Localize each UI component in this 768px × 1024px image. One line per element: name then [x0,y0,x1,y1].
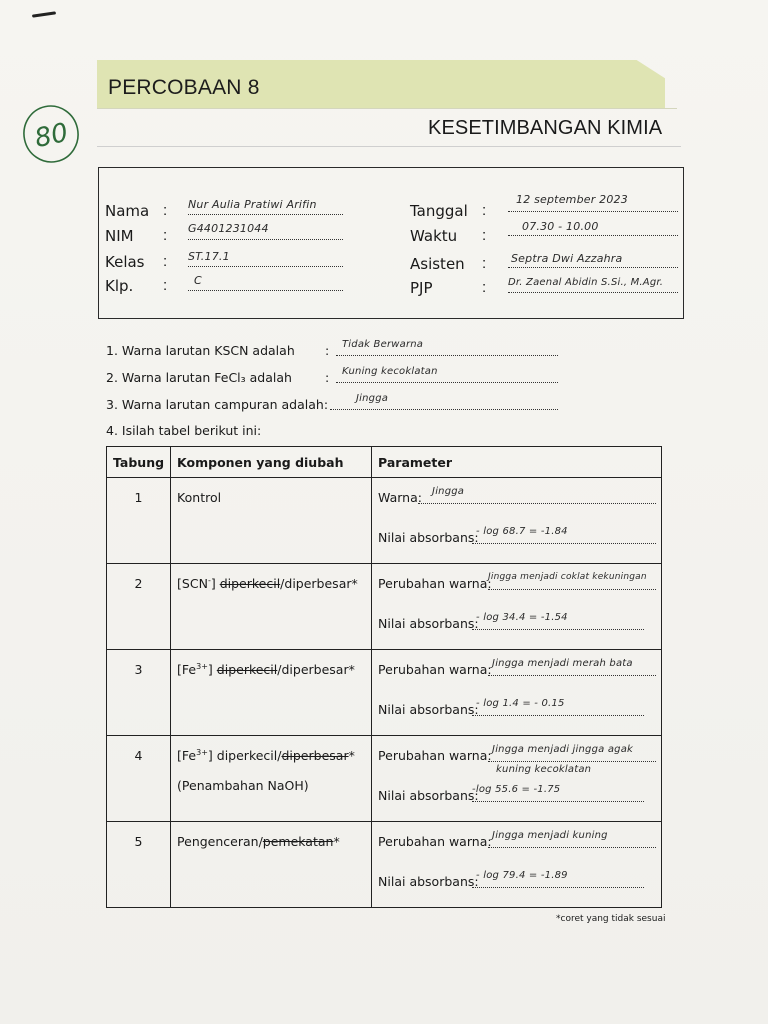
answer-line-2 [336,381,558,383]
param-value: Jingga [432,486,465,497]
param-line [472,714,644,716]
colon: : [482,202,487,219]
tanggal-value: 12 september 2023 [516,193,628,206]
column-header: Komponen yang diubah [171,447,372,478]
param-value: - log 68.7 = -1.84 [476,526,568,537]
nama-value: Nur Aulia Pratiwi Arifin [188,198,317,211]
pjp-value: Dr. Zaenal Abidin S.Si., M.Agr. [508,277,664,288]
component-text: * [348,748,355,764]
klp-label: Klp. [105,277,134,295]
struck-option: diperkecil [219,576,281,592]
answer-line-3 [330,408,558,410]
parameter-cell [372,478,662,564]
nim-label: NIM [105,227,134,245]
param-line [488,760,656,762]
asisten-value: Septra Dwi Azzahra [511,252,623,265]
waktu-value: 07.30 - 10.00 [522,220,599,233]
results-table [106,446,662,908]
table-row [107,650,662,736]
param-value: Jingga menjadi jingga agak [492,744,634,755]
component-cell [171,650,372,736]
param-label: Nilai absorbans: [378,874,479,889]
param-label: Warna: [378,490,422,505]
component-text: ] [210,576,220,592]
param-value-cont: kuning kecoklatan [496,764,592,775]
param-value: - log 79.4 = -1.89 [476,870,568,881]
table-row [107,564,662,650]
component-text: [Fe [177,662,197,678]
parameter-cell [372,736,662,822]
param-line [472,628,644,630]
title-divider [97,146,681,147]
waktu-label: Waktu [410,227,458,245]
component-cell [171,736,372,822]
table-row [107,822,662,908]
experiment-title: PERCOBAAN 8 [108,76,260,99]
param-value: -log 55.6 = -1.75 [472,784,561,795]
param-label: Perubahan warna: [378,576,492,591]
nim-value: G4401231044 [188,222,269,235]
param-label: Perubahan warna: [378,748,492,763]
colon: : [482,227,487,244]
asisten-line [508,266,678,268]
param-label: Perubahan warna: [378,834,492,849]
answer-line-1 [336,354,558,356]
tube-number: 1 [107,478,171,564]
component-text: /diperbesar* [277,662,355,678]
identity-box [98,167,684,319]
param-line [488,674,656,676]
kelas-label: Kelas [105,253,145,271]
answer-1: Tidak Berwarna [342,339,424,350]
component-text: [SCN [177,576,208,592]
footnote: *coret yang tidak sesuai [556,914,666,924]
question-3: 3. Warna larutan campuran adalah: [106,397,329,412]
parameter-cell [372,650,662,736]
param-label: Nilai absorbans: [378,530,479,545]
asisten-label: Asisten [410,255,465,273]
table-row [107,478,662,564]
component-text: * [333,834,340,849]
param-line [472,800,644,802]
param-label: Nilai absorbans: [378,788,479,803]
nim-line [188,238,343,240]
param-label: Nilai absorbans: [378,616,479,631]
colon: : [163,253,168,270]
param-line [488,846,656,848]
struck-option: diperbesar [281,748,349,764]
param-line [418,502,656,504]
kelas-line [188,265,343,267]
grade-score: 80 [32,117,71,155]
column-header: Tabung [107,447,171,478]
colon: : [163,227,168,244]
tube-number: 2 [107,564,171,650]
component-text: Pengenceran/ [177,834,263,849]
parameter-cell [372,822,662,908]
banner-divider [97,108,677,109]
param-value: - log 1.4 = - 0.15 [476,698,565,709]
param-label: Perubahan warna: [378,662,492,677]
param-value: Jingga menjadi kuning [492,830,608,841]
parameter-cell [372,564,662,650]
tube-number: 5 [107,822,171,908]
charge-superscript: - [207,576,211,585]
component-note: (Penambahan NaOH) [177,778,309,794]
param-line [472,886,644,888]
component-cell [171,478,372,564]
answer-3: Jingga [356,393,389,404]
tube-number: 3 [107,650,171,736]
column-header: Parameter [372,447,662,478]
component-text: /diperbesar* [280,576,358,592]
question-4: 4. Isilah tabel berikut ini: [106,423,262,438]
component-text: [Fe [177,748,197,764]
pen-mark [32,11,56,17]
colon: : [325,370,330,385]
waktu-line [508,234,678,236]
pjp-label: PJP [410,279,433,297]
colon: : [482,255,487,272]
struck-option: diperkecil [216,662,278,678]
charge-superscript: 3+ [196,748,208,757]
klp-value: C [194,274,202,287]
component-text: Kontrol [177,490,222,505]
colon: : [482,279,487,296]
grade-circle-icon [20,102,82,166]
page-title: KESETIMBANGAN KIMIA [428,117,663,139]
charge-superscript: 3+ [196,662,208,671]
colon: : [163,202,168,219]
question-1: 1. Warna larutan KSCN adalah [106,343,295,358]
component-cell [171,822,372,908]
tanggal-label: Tanggal [410,202,468,220]
colon: : [163,277,168,294]
param-value: Jingga menjadi coklat kekuningan [488,572,647,582]
param-value: Jingga menjadi merah bata [492,658,633,669]
component-text: ] diperkecil/ [207,748,282,764]
param-label: Nilai absorbans: [378,702,479,717]
tube-number: 4 [107,736,171,822]
table-row [107,736,662,822]
question-2: 2. Warna larutan FeCl₃ adalah [106,370,292,385]
param-value: - log 34.4 = -1.54 [476,612,568,623]
param-line [472,542,656,544]
pjp-line [508,291,678,293]
nama-label: Nama [105,202,150,220]
klp-line [188,289,343,291]
kelas-value: ST.17.1 [188,250,230,263]
answer-2: Kuning kecoklatan [342,366,438,377]
param-line [488,588,656,590]
table-header-row [107,447,662,478]
component-text: ] [207,662,217,678]
tanggal-line [508,210,678,212]
struck-option: pemekatan [262,834,334,849]
colon: : [325,343,330,358]
component-cell [171,564,372,650]
nama-line [188,213,343,215]
